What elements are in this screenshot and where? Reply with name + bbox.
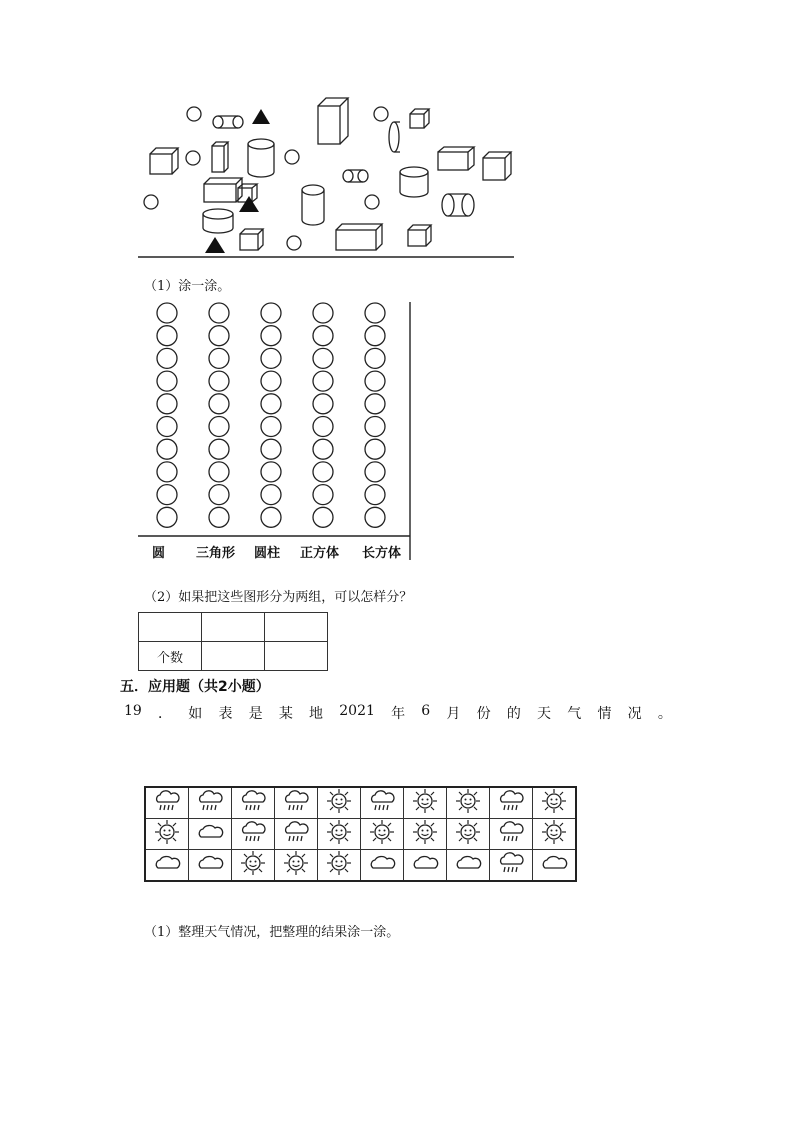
tally-circle[interactable] [365, 371, 385, 391]
q19-char: 况 [627, 706, 642, 722]
shapes-figure [138, 92, 518, 260]
tally-circle[interactable] [209, 439, 229, 459]
tally-circle[interactable] [313, 371, 333, 391]
tally-circle[interactable] [313, 417, 333, 437]
tally-circle[interactable] [261, 303, 281, 323]
tally-circle[interactable] [157, 303, 177, 323]
tally-circle[interactable] [313, 439, 333, 459]
tally-circle[interactable] [209, 326, 229, 346]
tally-circle[interactable] [313, 326, 333, 346]
cylinder-icon [302, 185, 324, 225]
tally-circle[interactable] [157, 417, 177, 437]
rain-icon [145, 787, 189, 819]
q19-char: 表 [218, 706, 233, 722]
rain-icon [275, 819, 318, 850]
cloud-icon [404, 850, 447, 882]
cube-icon [408, 225, 431, 246]
tally-circle[interactable] [365, 348, 385, 368]
sun-icon [318, 787, 361, 819]
column-label-triangle: 三角形 [196, 546, 236, 561]
circle-icon [285, 150, 299, 164]
cloud-icon [361, 850, 404, 882]
tally-circle[interactable] [313, 507, 333, 527]
sun-icon [318, 850, 361, 882]
grouping-table [138, 612, 328, 671]
rain-icon [189, 787, 232, 819]
cloud-icon [533, 850, 577, 882]
q19-char: 是 [248, 706, 263, 722]
circle-icon [365, 195, 379, 209]
cube-icon [410, 109, 429, 128]
cylinder-icon [400, 167, 428, 197]
q19-char: 气 [567, 706, 582, 722]
cylinder-icon [213, 116, 243, 128]
tally-circle[interactable] [157, 507, 177, 527]
tally-circle[interactable] [157, 462, 177, 482]
tally-circle[interactable] [313, 462, 333, 482]
tally-circle[interactable] [365, 439, 385, 459]
tally-circle[interactable] [261, 462, 281, 482]
rain-icon [275, 787, 318, 819]
tally-circle[interactable] [365, 507, 385, 527]
tally-circle[interactable] [365, 462, 385, 482]
cloud-icon [145, 850, 189, 882]
sun-icon [275, 850, 318, 882]
sun-icon [533, 787, 577, 819]
rain-icon [490, 819, 533, 850]
tally-circle[interactable] [365, 485, 385, 505]
tally-circle[interactable] [157, 371, 177, 391]
cube-icon [483, 152, 511, 180]
sun-icon [318, 819, 361, 850]
circle-icon [186, 151, 200, 165]
sun-icon [145, 819, 189, 850]
tally-circle[interactable] [261, 348, 281, 368]
cube-icon [150, 148, 178, 174]
cuboid-icon [318, 98, 348, 144]
q19-char: 的 [506, 706, 521, 722]
cylinder-icon [389, 122, 400, 152]
cylinder-icon [343, 170, 368, 182]
tally-circle[interactable] [209, 371, 229, 391]
cuboid-icon [204, 178, 242, 202]
tally-circle[interactable] [209, 348, 229, 368]
tally-circle[interactable] [365, 394, 385, 414]
tally-circle[interactable] [261, 507, 281, 527]
q19-char: 年 [391, 706, 406, 722]
column-label-cylinder: 圆柱 [254, 546, 281, 561]
q2-label: （2）如果把这些图形分为两组，可以怎样分？ [144, 590, 413, 605]
column-label-cube: 正方体 [300, 546, 340, 561]
cube-icon [240, 229, 263, 250]
q1-label: （1）涂一涂。 [144, 279, 231, 294]
circle-icon [287, 236, 301, 250]
circle-icon [374, 107, 388, 121]
sun-icon [404, 819, 447, 850]
table-cell[interactable] [202, 642, 265, 671]
triangle-icon [252, 109, 270, 124]
q19-1-label: （1）整理天气情况，把整理的结果涂一涂。 [144, 925, 400, 940]
cloud-icon [189, 850, 232, 882]
tally-circle[interactable] [209, 507, 229, 527]
q19-char: 。 [657, 706, 672, 722]
tally-circle[interactable] [209, 417, 229, 437]
column-label-cuboid: 长方体 [362, 546, 402, 561]
cuboid-icon [212, 142, 228, 172]
table-cell[interactable] [265, 613, 328, 642]
tally-circle[interactable] [261, 371, 281, 391]
weather-row [145, 787, 576, 819]
section-title: 五．应用题（共2小题） [120, 679, 270, 695]
circle-icon [187, 107, 201, 121]
q19-char: 份 [476, 706, 491, 722]
tally-circle[interactable] [157, 485, 177, 505]
q19-char: 某 [278, 706, 293, 722]
tally-circle[interactable] [313, 348, 333, 368]
cylinder-icon [248, 139, 274, 177]
rain-icon [490, 787, 533, 819]
table-cell[interactable] [202, 613, 265, 642]
sun-icon [447, 819, 490, 850]
tally-circle[interactable] [157, 394, 177, 414]
sun-icon [361, 819, 404, 850]
tally-circle[interactable] [157, 439, 177, 459]
sun-icon [232, 850, 275, 882]
tally-circle[interactable] [157, 326, 177, 346]
cylinder-icon [442, 194, 474, 216]
q19-char: 19 [124, 703, 142, 719]
q19-char: 地 [309, 706, 324, 722]
cuboid-icon [336, 224, 382, 250]
tally-circle[interactable] [365, 326, 385, 346]
q19-text [124, 703, 672, 723]
circle-icon [144, 195, 158, 209]
q19-char: 情 [597, 706, 612, 722]
tally-circle[interactable] [209, 462, 229, 482]
weather-row [145, 819, 576, 850]
tally-circle[interactable] [261, 485, 281, 505]
tally-circle[interactable] [261, 394, 281, 414]
tally-circle[interactable] [261, 439, 281, 459]
cuboid-icon [438, 147, 474, 170]
tally-circle[interactable] [313, 485, 333, 505]
rain-icon [232, 819, 275, 850]
row-label-count: 个数 [139, 642, 202, 671]
tally-circle[interactable] [313, 303, 333, 323]
sun-icon [533, 819, 577, 850]
tally-circle[interactable] [365, 303, 385, 323]
weather-grid [144, 786, 577, 882]
cylinder-icon [203, 209, 233, 233]
sun-icon [447, 787, 490, 819]
q19-char: 天 [537, 706, 552, 722]
table-cell[interactable] [265, 642, 328, 671]
tally-circle[interactable] [365, 417, 385, 437]
cloud-icon [447, 850, 490, 882]
tally-chart [138, 298, 418, 562]
rain-icon [232, 787, 275, 819]
tally-circle[interactable] [209, 303, 229, 323]
q19-char: 如 [188, 706, 203, 722]
sun-icon [404, 787, 447, 819]
table-cell[interactable] [139, 613, 202, 642]
q19-char: 2021 [339, 703, 375, 719]
column-label-circle: 圆 [152, 546, 166, 561]
rain-icon [361, 787, 404, 819]
tally-circle[interactable] [157, 348, 177, 368]
q19-char: ． [158, 706, 173, 722]
tally-circle[interactable] [261, 326, 281, 346]
tally-circle[interactable] [209, 485, 229, 505]
tally-circle[interactable] [313, 394, 333, 414]
tally-circle[interactable] [209, 394, 229, 414]
triangle-icon [205, 237, 225, 253]
rain-icon [490, 850, 533, 882]
cloud-icon [189, 819, 232, 850]
weather-row [145, 850, 576, 882]
q19-char: 6 [421, 703, 431, 719]
tally-circle[interactable] [261, 417, 281, 437]
q19-char: 月 [446, 706, 461, 722]
